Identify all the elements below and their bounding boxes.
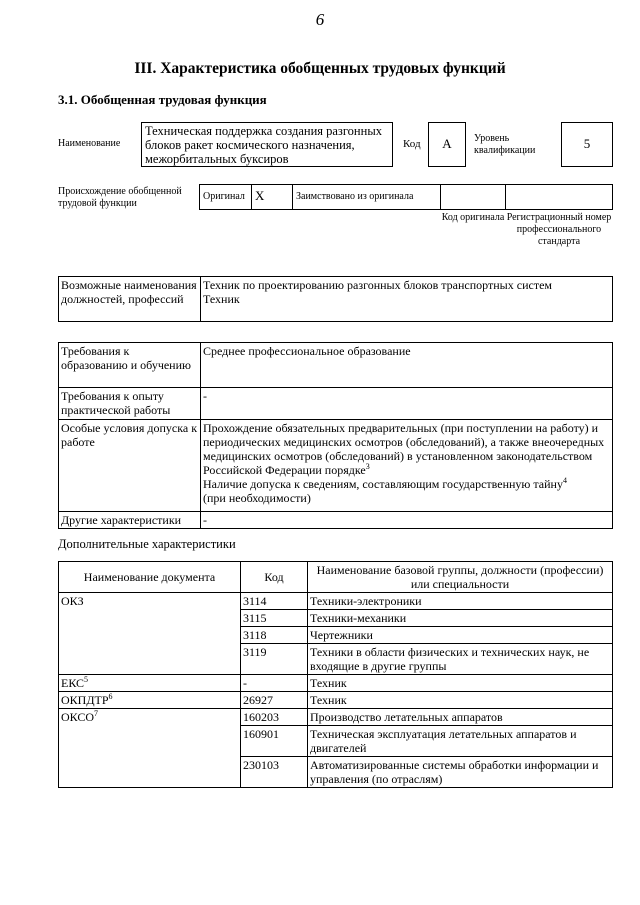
req-label: Требования к опыту практической работы [59,388,201,420]
doc-okpdtr: ОКПДТР$^6$ [59,692,241,709]
name-cell: Автоматизированные системы обработки информации и управления (по отраслям) [308,757,613,788]
code-cell: 230103 [241,757,308,788]
position-item: Техник по проектированию разгонных блоков транспортных систем [203,278,552,292]
name-label: Наименование [58,138,121,149]
doc-okz: ОКЗ [59,593,241,675]
req-value: Среднее профессиональное образование [201,343,613,388]
header-name: Наименование базовой группы, должности (профессии) или специальности [308,562,613,593]
req-label: Требования к образованию и обучению [59,343,201,388]
reg-number-cell [505,184,613,210]
code-cell: 26927 [241,692,308,709]
doc-okso: ОКСО$^7$ [59,709,241,788]
reg-number-caption: Регистрационный номер профессионального стандарта [506,212,612,247]
level-value: 5 [561,122,613,167]
original-label: Оригинал [199,184,252,210]
name-cell: Техники в области физических и технических наук, не входящие в другие группы [308,644,613,675]
subsection-title: 3.1. Обобщенная трудовая функция [58,92,267,107]
footnote-ref: 4 [562,476,567,485]
additional-title: Дополнительные характеристики [58,537,236,551]
borrowed-label: Заимствовано из оригинала [292,184,441,210]
code-cell: - [241,675,308,692]
name-cell: Производство летательных аппаратов [308,709,613,726]
req-clearance-note: (при необходимости) [203,491,311,505]
name-cell: Техники-электроники [308,593,613,610]
requirements-table [58,342,613,529]
page-number: 6 [315,10,325,29]
positions-values [201,277,613,322]
additional-table [58,561,613,788]
req-label: Особые условия допуска к работе [59,420,201,512]
req-clearance-text: Наличие допуска к сведениям, составляющим государственную тайну [203,477,563,491]
origin-label: Происхождение обобщенной трудовой функции [58,186,182,209]
original-mark: X [251,184,293,210]
footnote-ref: 3 [365,462,370,471]
positions-label: Возможные наименования должностей, профессий [59,277,201,322]
position-item: Техник [203,292,240,306]
function-name-value: Техническая поддержка создания разгонных блоков ракет космического назначения, межорбитальных буксиров [141,122,393,167]
req-medical-text: Прохождение обязательных предварительных (при поступлении на работу) и периодических медицинских осмотров (обследований), а также внеочередных медицинских осмотров (обследований) в установленном законодательством Российской Федерации порядке [203,421,605,477]
code-cell: 3115 [241,610,308,627]
code-label: Код [403,138,421,150]
name-cell: Техник [308,692,613,709]
req-label: Другие характеристики [59,512,201,529]
code-cell: 160203 [241,709,308,726]
name-cell: Техник [308,675,613,692]
code-original-caption: Код оригинала [441,212,505,223]
positions-table [58,276,613,322]
footnote-ref: 7 [94,709,99,718]
code-original-cell [440,184,506,210]
footnote-ref: 6 [108,692,113,701]
req-value: - [201,512,613,529]
req-value-medical [201,420,613,512]
section-title: III. Характеристика обобщенных трудовых функций [134,60,506,77]
name-cell: Чертежники [308,627,613,644]
name-cell: Техники-механики [308,610,613,627]
code-cell: 3114 [241,593,308,610]
name-cell: Техническая эксплуатация летательных аппаратов и двигателей [308,726,613,757]
code-cell: 3118 [241,627,308,644]
req-value: - [201,388,613,420]
header-code: Код [241,562,308,593]
footnote-ref: 5 [84,675,89,684]
header-doc: Наименование документа [59,562,241,593]
code-value: А [428,122,466,167]
doc-eks: ЕКС$^5$ [59,675,241,692]
code-cell: 160901 [241,726,308,757]
level-label: Уровень квалификации [474,133,536,156]
code-cell: 3119 [241,644,308,675]
